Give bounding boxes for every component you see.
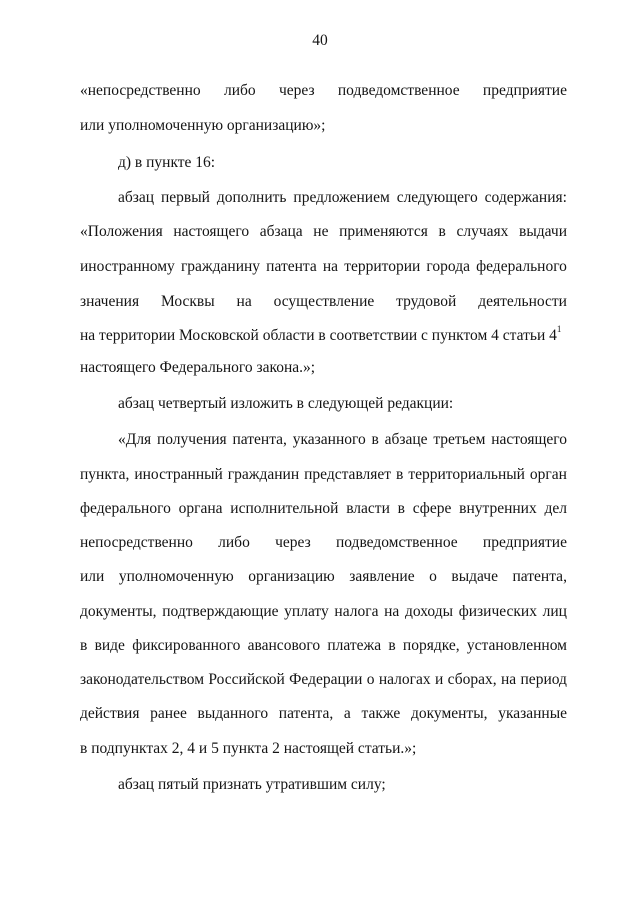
text-line [80,292,567,312]
word: предприятие [482,534,567,551]
word: либо [223,82,256,99]
word: на [500,671,517,688]
word: и [434,671,444,688]
word: подведомственное [337,82,460,99]
word: не [313,223,329,240]
word: предприятие [482,82,567,99]
word: города [426,258,470,275]
word: сборах, [447,671,497,688]
word: патента, [512,568,567,585]
word: доходы [405,603,454,620]
text-line [118,188,567,208]
word: патента [266,258,317,275]
word: патента, [232,431,287,448]
word: в [371,431,379,448]
word: а [343,705,351,722]
word: выданного [197,705,269,722]
word: дополнить [216,189,287,206]
word: настоящего [173,223,250,240]
word: лиц [542,603,567,620]
word: гражданину [180,258,261,275]
word: физических [458,603,537,620]
word: федерального [476,258,567,275]
word: налогах [378,671,431,688]
word: в [388,637,396,654]
word: период [520,671,567,688]
word: значения [80,293,140,310]
text-line [80,499,567,519]
word: власти [346,500,390,517]
word: платежа [327,637,382,654]
text-segment: на территории Московской области в соответствии с пунктом 4 статьи 4 [80,327,557,344]
word: виде [94,637,125,654]
word: трудовой [396,293,457,310]
word: дел [544,500,567,517]
word: о [366,671,375,688]
word: пункта, [80,466,130,483]
word: «непосредственно [80,82,201,99]
word: либо [218,534,250,551]
word: через [275,534,311,551]
word: в [80,637,88,654]
word: подведомственное [335,534,458,551]
superscript: 1 [556,324,562,334]
text-line [80,533,567,553]
word: орган [529,466,567,483]
word: на [384,603,400,620]
word: на [236,293,252,310]
word: применяются [339,223,428,240]
word: или [80,568,105,585]
word: налога [334,603,379,620]
text-line [80,222,567,242]
word: гражданин [227,466,300,483]
text-line [80,670,567,690]
word: федерального [80,500,171,517]
page-number: 40 [312,32,328,49]
word: настоящего [491,431,567,448]
word: фиксированного [132,637,241,654]
word: через [278,82,315,99]
text-line [80,636,567,656]
word: предложением [293,189,390,206]
text-line: д) в пункте 16: [118,154,216,171]
word: абзац [118,189,155,206]
word: в [397,500,405,517]
text-line [80,704,567,724]
word: также [361,705,401,722]
word: Федерации [289,671,363,688]
text-line [80,326,567,346]
word: уполномоченную [118,568,234,585]
word: иностранному [80,258,175,275]
word: подтверждающие [162,603,279,620]
word: выдаче [451,568,498,585]
word: следующего [396,189,478,206]
text-line: в подпунктах 2, 4 и 5 пункта 2 настоящей статьи.»; [80,740,417,757]
word: непосредственно [80,534,193,551]
text-line [80,602,567,622]
word: указанные [498,705,567,722]
text-line [80,81,567,101]
text-line [118,430,567,450]
word: выдачи [519,223,567,240]
word: на [322,258,339,275]
word: «Для [118,431,152,448]
word: авансового [247,637,321,654]
word: действия [80,705,140,722]
word: абзаце [384,431,428,448]
word: исполнительной [230,500,339,517]
text-line: настоящего Федерального закона.»; [80,359,316,376]
word: «Положения [80,223,163,240]
word: иностранный [134,466,223,483]
word: первый [160,189,210,206]
word: ранее [150,705,187,722]
text-line [80,257,567,277]
word: Москвы [160,293,215,310]
word: в [438,223,446,240]
text-line: или уполномоченную организацию»; [80,117,326,134]
word: случаях [456,223,509,240]
text-line [80,465,567,485]
word: организацию [248,568,335,585]
word: третьем [433,431,486,448]
text-line: абзац четвертый изложить в следующей редакции: [118,395,454,412]
word: получения [156,431,227,448]
text-line: абзац пятый признать утратившим силу; [118,776,386,793]
word: органа [178,500,223,517]
word: указанного [292,431,366,448]
word: установленном [466,637,567,654]
word: в [396,466,404,483]
word: документы, [410,705,488,722]
word: территории [344,258,421,275]
word: уплату [284,603,329,620]
text-line [80,567,567,587]
word: законодательством [80,671,205,688]
word: осуществление [273,293,375,310]
word: порядке, [402,637,460,654]
word: внутренних [459,500,537,517]
word: сфере [412,500,452,517]
word: абзаца [259,223,303,240]
word: территориальный [408,466,525,483]
word: о [429,568,437,585]
word: патента, [278,705,334,722]
word: заявление [349,568,415,585]
word: документы, [80,603,157,620]
word: деятельности [478,293,567,310]
word: представляет [304,466,392,483]
word: Российской [208,671,285,688]
word: содержания: [484,189,567,206]
